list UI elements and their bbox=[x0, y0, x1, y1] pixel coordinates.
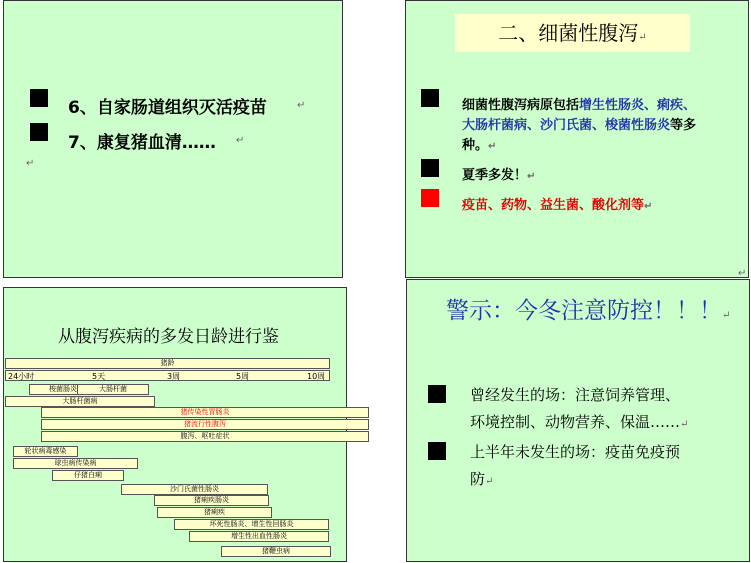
age-bar: 腹泻、呕吐症状 bbox=[41, 431, 369, 442]
control-measures-text: 疫苗、药物、益生菌、酸化剂等 bbox=[462, 198, 645, 213]
age-bar: 沙门氏菌性肠炎 bbox=[121, 484, 268, 495]
age-bar: 增生性出血性肠炎 bbox=[189, 531, 329, 542]
bullet-text-1: 6、自家肠道组织灭活疫苗 bbox=[68, 98, 267, 118]
slide-vaccines-list bbox=[3, 0, 343, 278]
bullet-item-1-line-2: 环境控制、动物营养、保温……↵ bbox=[470, 413, 689, 431]
bullet-square bbox=[421, 89, 439, 107]
bullet-item-1-line-1: 曾经发生的场：注意饲养管理、 bbox=[470, 386, 681, 404]
age-bar: 坏死性肠炎、增生性回肠炎 bbox=[174, 519, 329, 530]
age-bar: 轮状病毒感染 bbox=[13, 446, 78, 457]
age-bar: 猪龄 bbox=[5, 358, 330, 369]
age-bar: 大肠杆菌病 bbox=[5, 396, 155, 407]
return-mark: ↵ bbox=[722, 310, 731, 321]
bullet-square bbox=[30, 123, 48, 141]
paragraph-line bbox=[462, 94, 696, 113]
age-bar: 猪痢疾肠炎 bbox=[154, 495, 269, 506]
age-bar: 猪痢疾 bbox=[157, 507, 272, 518]
slide-age-diagram bbox=[3, 287, 347, 562]
bullet-item-1 bbox=[470, 382, 688, 438]
paragraph-suffix: 等多 bbox=[670, 118, 697, 133]
return-mark: ↵ bbox=[738, 268, 747, 279]
age-tick-label: 5天 bbox=[92, 372, 106, 381]
paragraph-prefix: 细菌性腹泻病原包括 bbox=[462, 98, 580, 113]
age-tick-label: 10周 bbox=[307, 372, 326, 381]
return-mark: ↵ bbox=[485, 476, 494, 487]
return-mark: ↵ bbox=[488, 141, 497, 152]
return-mark: ↵ bbox=[297, 100, 306, 111]
return-mark: ↵ bbox=[26, 158, 35, 169]
age-bar: 大肠杆菌 bbox=[77, 384, 149, 395]
return-mark: ↵ bbox=[680, 419, 689, 430]
bullet-square bbox=[421, 159, 439, 177]
slide-title bbox=[446, 292, 730, 325]
bullet-square bbox=[428, 385, 446, 403]
age-tick-label: 24小时 bbox=[8, 372, 35, 381]
age-bar: 球虫病传染病 bbox=[13, 458, 138, 469]
return-mark: ↵ bbox=[236, 135, 245, 146]
slide-title: 从腹泻疾病的多发日龄进行鉴 bbox=[58, 327, 279, 347]
bullet-item-2-line-2: 防↵ bbox=[470, 470, 494, 488]
age-bar: 猪传染性胃肠炎 bbox=[41, 407, 369, 418]
return-mark: ↵ bbox=[638, 32, 647, 43]
bullet-square bbox=[428, 442, 446, 460]
slide-title-text: 二、细菌性腹泻 bbox=[498, 21, 639, 45]
paragraph-line bbox=[462, 114, 696, 133]
age-tick-label: 3周 bbox=[167, 372, 181, 381]
bullet-square-red bbox=[421, 189, 439, 207]
paragraph-line bbox=[462, 134, 496, 153]
paragraph-end: 种。 bbox=[462, 138, 489, 153]
bullet-item-2 bbox=[470, 439, 680, 495]
age-bar: 仔猪白痢 bbox=[52, 470, 124, 481]
slide-title-text: 警示：今冬注意防控！！！ bbox=[446, 298, 722, 324]
return-mark: ↵ bbox=[527, 171, 536, 182]
season-text: 夏季多发！ bbox=[462, 168, 528, 183]
age-tick-label: 5周 bbox=[236, 372, 250, 381]
slide-title bbox=[455, 14, 690, 52]
bullet-item-2-line-1: 上半年未发生的场：疫苗免疫预 bbox=[470, 443, 681, 461]
slide-warning bbox=[406, 279, 750, 562]
bullet-text-2: 7、康复猪血清…… bbox=[68, 133, 216, 153]
age-bar: 梭菌肠炎 bbox=[29, 384, 97, 395]
paragraph-line bbox=[462, 164, 535, 183]
return-mark: ↵ bbox=[644, 201, 653, 212]
age-bar: 猪鞭虫病 bbox=[221, 546, 331, 557]
slide-bacterial-diarrhea bbox=[405, 0, 749, 278]
bullet-square bbox=[30, 89, 48, 107]
highlight-pathogens: 大肠杆菌病、沙门氏菌、梭菌性肠炎 bbox=[462, 118, 671, 133]
paragraph-line bbox=[462, 194, 652, 213]
highlight-pathogens: 增生性肠炎、痢疾、 bbox=[579, 98, 697, 113]
age-bar: 猪流行性腹泻 bbox=[41, 419, 369, 430]
